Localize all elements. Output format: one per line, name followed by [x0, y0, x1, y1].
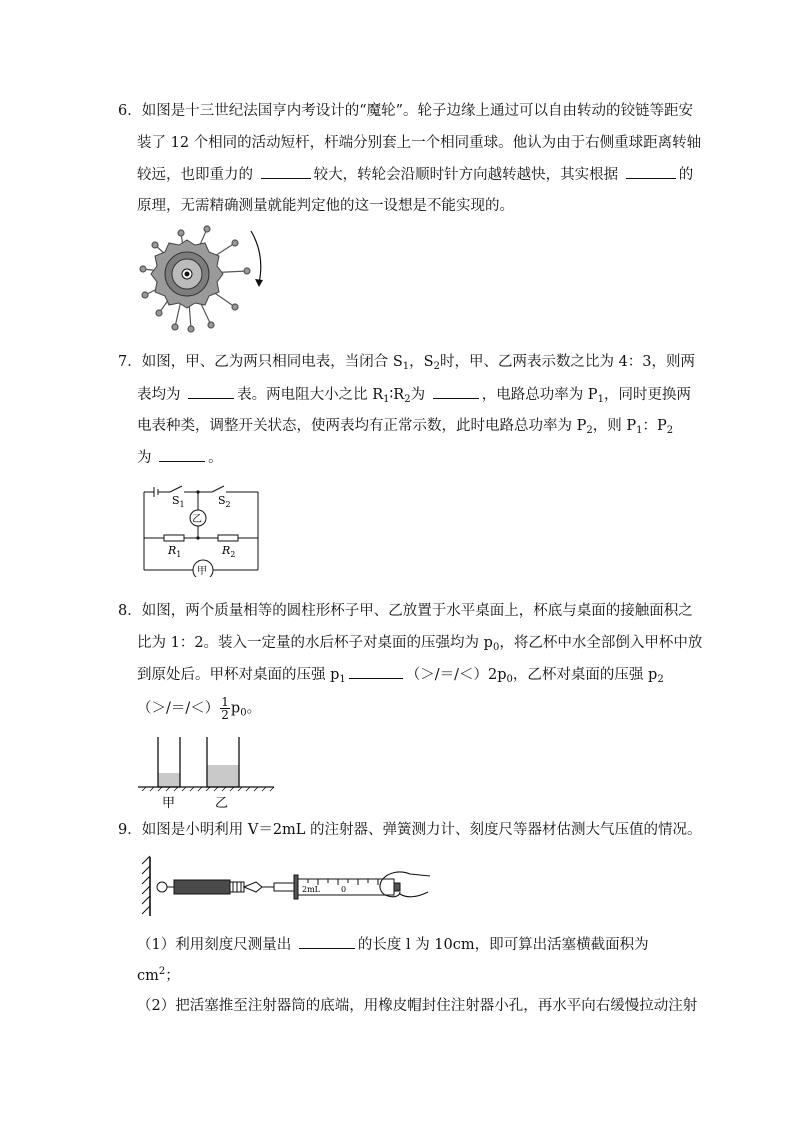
syringe-figure — [138, 852, 438, 922]
answer-blank[interactable] — [188, 384, 234, 399]
circuit-diagram — [140, 482, 270, 577]
q8-line-3: 到原处后。甲杯对桌面的压强 $p_1$ $(>/=/<)2p_0$，乙杯对桌面的压强 $p_2$ — [137, 664, 664, 685]
cup-a-label: 甲 — [162, 796, 176, 811]
resistor-r2 — [218, 535, 238, 541]
hook-ring — [157, 882, 167, 892]
resistor-r1 — [164, 535, 184, 541]
answer-blank[interactable] — [433, 384, 479, 399]
q6-line-4: 原理，无需精确测量就能判定他的这一设想是不能实现的。 — [137, 198, 514, 214]
svg-text:R2: $R_2$ — [222, 544, 236, 559]
answer-blank[interactable] — [261, 164, 311, 179]
q7-line-2: 表均为 表。两电阻大小之比 $R_1∶R_2$为 ，电路总功率为 $P_1$，同时更换两 — [137, 384, 691, 405]
question-number: 8． — [118, 603, 142, 619]
svg-text:S2: $S_2$ — [218, 494, 231, 509]
q6-line-2: 装了 12 个相同的活动短杆，杆端分别套上一个相同重球。他认为由于右侧重球距离转轴 — [137, 135, 702, 151]
syringe-plunger-rod — [274, 883, 294, 891]
syringe-scale-label: 2mL — [302, 885, 320, 894]
magic-wheel-figure — [135, 225, 275, 340]
svg-text:S1: $S_1$ — [172, 494, 185, 509]
cups-figure — [136, 733, 276, 813]
cup-b-label: 乙 — [215, 796, 229, 811]
q6-line-3: 较远，也即重力的 较大，转轮会沿顺时针方向越转越快，其实根据 的 — [137, 164, 693, 185]
q9-part-2-line-1: （2）把活塞推至注射器筒的底端，用橡皮帽封住注射器小孔，再水平向右缓慢拉动注射 — [137, 998, 698, 1014]
meter-b-label: 乙 — [192, 514, 202, 525]
q9-part-1-line-2: $cm^2$； — [137, 966, 180, 984]
q7-line-3: 电表种类，调整开关状态，使两表均有正常示数，此时电路总功率为 $P_2$，则 $P_1$：$P_2$ — [137, 418, 674, 436]
q6-line-1: 6．如图是十三世纪法国亨内考设计的“魔轮”。轮子边缘上通过可以自由转动的铰链等距安 — [118, 103, 694, 119]
answer-blank[interactable] — [299, 934, 355, 949]
q9-line-1: 9．如图是小明利用 V＝2mL 的注射器、弹簧测力计、刻度尺等器材估测大气压值的情况。 — [118, 822, 702, 838]
svg-text:0: 0 — [341, 885, 347, 894]
cup-a-water — [158, 773, 180, 787]
q9-part-1-line-1: （1）利用刻度尺测量出 的长度 l 为 10cm，即可算出活塞横截面积为 — [137, 934, 649, 955]
q8-line-4: （＞/＝/＜） $\frac{1}{2}$ $p_0$。 — [137, 695, 262, 722]
rotation-arrow-icon — [251, 231, 261, 283]
q8-line-2: 比为 1：2。装入一定量的水后杯子对桌面的压强均为 $p_0$，将乙杯中水全部倒入甲杯中放 — [137, 635, 703, 653]
syringe-flange — [294, 875, 298, 899]
question-number: 6． — [118, 103, 142, 119]
q8-line-1: 8．如图，两个质量相等的圆柱形杯子甲、乙放置于水平桌面上，杯底与桌面的接触面积之 — [118, 603, 693, 619]
answer-blank[interactable] — [159, 447, 205, 462]
cup-b-water — [207, 765, 239, 787]
question-number: 7． — [118, 354, 142, 370]
answer-blank[interactable] — [349, 664, 403, 679]
spring-scale — [174, 880, 230, 894]
svg-text:R1: $R_1$ — [168, 544, 182, 559]
q7-line-4: 为 。 — [137, 447, 223, 468]
fraction-one-half: $\frac{1}{2}$ — [221, 695, 229, 722]
answer-blank[interactable] — [626, 164, 676, 179]
meter-a-label: 甲 — [197, 566, 207, 577]
q7-line-1: 7．如图，甲、乙为两只相同电表，当闭合 $S_1$，$S_2$时，甲、乙两表示数之比为 4：3，则两 — [118, 354, 696, 372]
question-number: 9． — [118, 822, 142, 838]
